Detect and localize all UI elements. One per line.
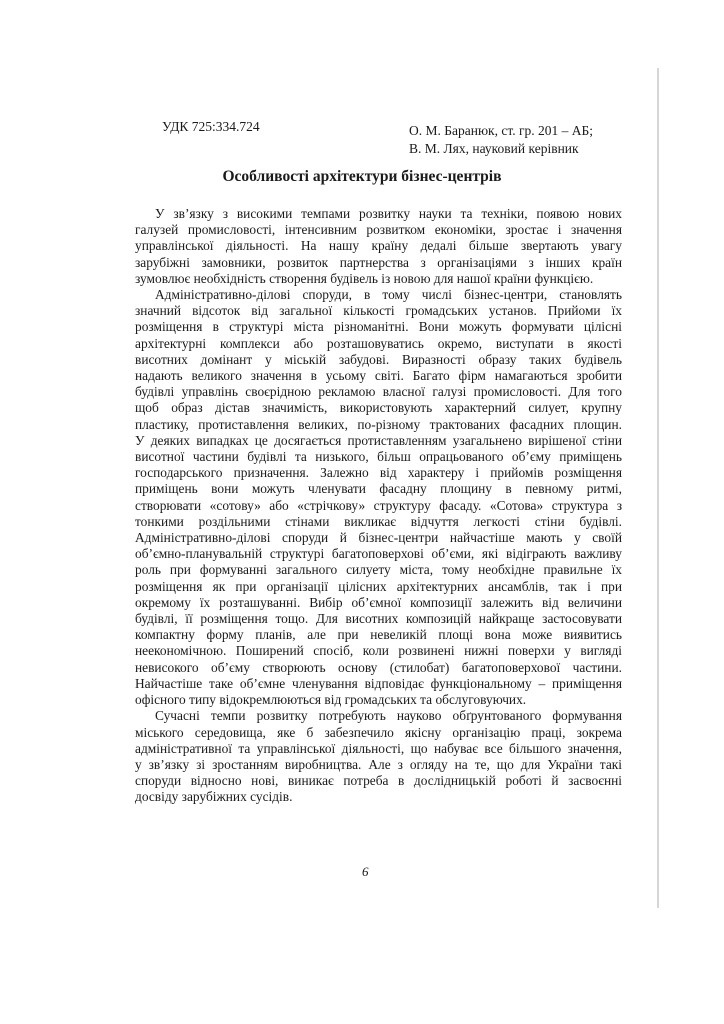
text-line: компактну форму планів, але при невеликій площі вона може виявитись — [135, 627, 622, 643]
text-line: споруди відносно нові, виникає потреба в дослідницькій роботі й засвоєнні — [135, 773, 622, 789]
text-line: зумовлює необхідність створення будівель із новою для нашої країни функцією. — [135, 270, 594, 286]
page-number: 6 — [362, 864, 369, 879]
text-line: міського середовища, яке б забезпечило якісну організацію праці, зокрема — [135, 724, 622, 740]
text-line: приміщень вони можуть членувати фасадну площину в певному ритмі, — [135, 481, 622, 497]
text-line: тонкими роздільними стінами викликає відчуття легкості стіни будівлі. — [135, 513, 622, 529]
text-line: Найчастіше таке об’ємне членування відповідає функціональному – приміщення — [135, 675, 622, 691]
text-line: пластику, протиставлення великих, по-різному трактованих фасадних площин. — [135, 416, 622, 432]
author-line: В. М. Лях, науковий керівник — [409, 141, 579, 156]
text-line: Адміністративно-ділові споруди й бізнес-центри найчастіше мають у своїй — [135, 530, 622, 546]
text-line: об’ємно-планувальній структурі багатоповерхові об’єми, які відіграють важливу — [135, 546, 622, 562]
text-line: Сучасні темпи розвитку потребують науково обґрунтованого формування — [155, 708, 622, 724]
text-line: архітектурні комплекси або розташовуватись окремо, виступати в якості — [135, 335, 622, 351]
text-line: надають великого значення в усьому світі. Багато фірм намагаються зробити — [135, 368, 622, 384]
text-line: У зв’язку з високими темпами розвитку науки та техніки, появою нових — [155, 206, 622, 221]
text-line: висотної частини будівлі та низького, більш опрацьованого об’єму приміщень — [135, 449, 622, 465]
udc-code: УДК 725:334.724 — [162, 119, 260, 134]
authors — [409, 122, 593, 158]
text-line: у зв’язку зі зростанням виробництва. Але з огляду на те, що для України такі — [135, 756, 622, 772]
article-body — [135, 206, 622, 806]
author-line: О. М. Баранюк, ст. гр. 201 – АБ; — [409, 123, 594, 138]
text-line: господарського призначення. Залежно від характеру і прийомів розміщення — [135, 465, 622, 481]
text-line: досвіду зарубіжних сусідів. — [135, 789, 293, 805]
text-line: невисокого об’єму створюють основу (стилобат) багатоповерхової частини. — [135, 659, 622, 675]
text-line: галузей промисловості, інтенсивним розвитком економіки, зростає і значення — [135, 222, 622, 238]
text-line: розміщення в структурі міста різноманітні. Вони можуть формувати цілісні — [135, 319, 622, 335]
text-line: Адміністративно-ділові споруди, в тому числі бізнес-центри, становлять — [155, 287, 622, 303]
text-line: розміщення як при організації цілісних архітектурних ансамблів, так і при — [135, 578, 622, 594]
text-line: створювати «сотову» або «стрічкову» структуру фасаду. «Сотова» структура з — [135, 497, 622, 513]
text-line: роль при формуванні загального силуету міста, тому необхідне правильне їх — [135, 562, 622, 578]
text-line: адміністративної та управлінської діяльності, що набуває все більшого значення, — [135, 740, 622, 756]
text-line: неекономічною. Поширений спосіб, коли розвинені нижні поверхи у вигляді — [135, 643, 622, 659]
text-line: окремому їх розташуванні. Вибір об’ємної композиції залежить від величини — [135, 594, 622, 610]
text-line: зарубіжні замовники, розвиток партнерства з організаціями з інших країн — [135, 254, 622, 270]
text-line: офісного типу відокремлюються від громадських та обслуговуючих. — [135, 692, 527, 708]
text-line: будівлі управлінь своєрідною рекламою власної галузі промисловості. Для того — [135, 384, 622, 400]
text-line: висотних домінант у міській забудові. Виразності образу таких будівель — [135, 351, 622, 367]
text-line: значний відсоток від загальної кількості громадських установ. Прийоми їх — [135, 303, 622, 319]
article-title: Особливості архітектури бізнес-центрів — [222, 168, 502, 185]
text-line: будівлі, її розміщення тощо. Для висотних композицій найкраще застосовувати — [135, 611, 622, 627]
text-line: щоб образ дістав значимість, використовують характерний силует, крупну — [135, 400, 622, 416]
scan-edge-shadow — [657, 68, 659, 908]
text-line: управлінської діяльності. На нашу країну дедалі більше звертають увагу — [135, 238, 622, 254]
text-line: У деяких випадках це досягається протиставленням узагальнено вирішеної стіни — [135, 432, 622, 448]
